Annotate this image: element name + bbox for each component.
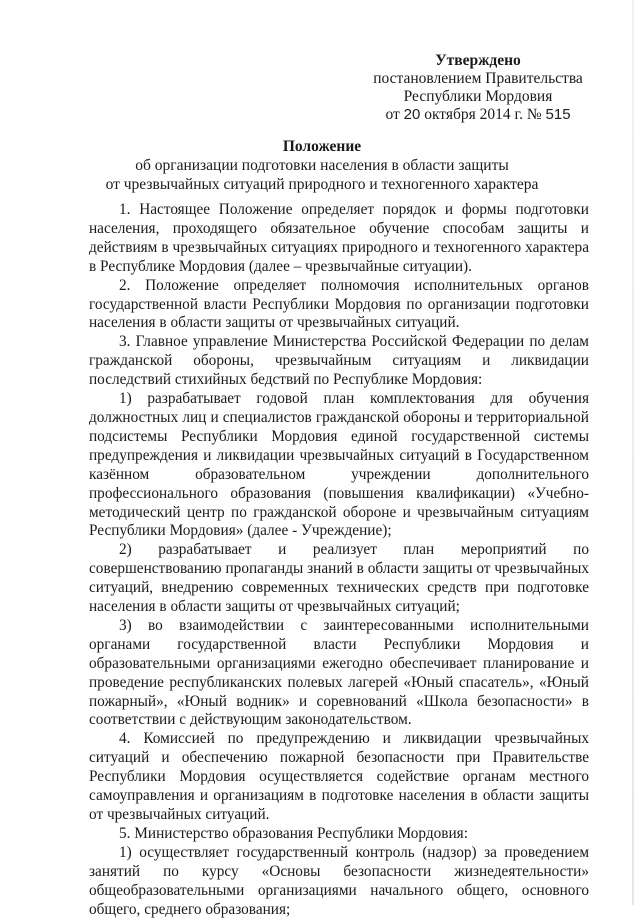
document-body: [89, 201, 589, 919]
paragraph-1: 1. Настоящее Положение определяет порядок и формы подготовки населения, проходящего обязательное обучение способам защиты и действиям в чрезвычайных ситуациях природного и техногенного характера в Республике Мордовия (далее – чрезвычайные ситуации).: [89, 201, 589, 275]
approval-heading: Утверждено: [435, 52, 521, 69]
approval-line-2: Республики Мордовия: [403, 88, 553, 105]
paragraph-3-item-1: 1) разрабатывает годовой план комплектования для обучения должностных лиц и специалистов гражданской обороны и территориальной подсистемы Республики Мордовия единой государственной системы предупреждения и ликвидации чрезвычайных ситуаций в Государственном казённом образовательном учреждении дополнительного профессионального образования (повышения квалификации) «Учебно-методический центр по гражданской обороне и чрезвычайным ситуациям Республики Мордовия» (далее - Учреждение);: [89, 390, 589, 540]
scan-edge: [632, 0, 634, 905]
paragraph-3-item-3: 3) во взаимодействии с заинтересованными исполнительными органами государственной власти Республики Мордовия и образовательными организациями ежегодно обеспечивает планирование и проведение республиканских полевых лагерей «Юный спасатель», «Юный пожарный», «Юный водник» и соревнований «Школа безопасности» в соответствии с действующим законодательством.: [89, 616, 589, 729]
approval-line-1: постановлением Правительства: [373, 70, 583, 87]
approval-number: 515: [545, 106, 571, 123]
approval-date-line: [360, 106, 596, 124]
approval-day: 20: [403, 106, 421, 123]
paragraph-4: 4. Комиссией по предупреждению и ликвидации чрезвычайных ситуаций и обеспечению пожарной безопасности при Правительстве Республики Мордовия осуществляется содействие органам местного самоуправления и организациям в подготовке населения в области защиты от чрезвычайных ситуаций.: [89, 730, 589, 823]
paragraph-3: 3. Главное управление Министерства Российской Федерации по делам гражданской обороны, чрезвычайным ситуациям и ликвидации последствий стихийных бедствий по Республике Мордовия:: [89, 333, 589, 389]
approval-month-year: октября 2014 г. №: [424, 106, 542, 123]
paragraph-5: 5. Министерство образования Республики Мордовия:: [119, 824, 468, 842]
title-heading: Положение: [282, 138, 362, 155]
title-line-2: от чрезвычайных ситуаций природного и техногенного характера: [105, 176, 539, 193]
paragraph-3-item-2: 2) разрабатывает и реализует план мероприятий по совершенствованию пропаганды знаний в области защиты от чрезвычайных ситуаций, внедрению современных технических средств при подготовке населения в области защиты от чрезвычайных ситуаций;: [89, 541, 589, 616]
approval-date-prefix: от: [385, 106, 400, 123]
paragraph-5-item-1: 1) осуществляет государственный контроль (надзор) за проведением занятий по курсу «Основы безопасности жизнедеятельности» общеобразовательными организациями начального общего, основного общего, среднего образования;: [89, 843, 589, 918]
document-title: [92, 137, 552, 194]
paragraph-2: 2. Положение определяет полномочия исполнительных органов государственной власти Республики Мордовия по организации подготовки населения в области защиты от чрезвычайных ситуаций.: [89, 276, 589, 332]
title-line-1: об организации подготовки населения в области защиты: [135, 157, 509, 174]
approval-stamp: [360, 52, 596, 124]
